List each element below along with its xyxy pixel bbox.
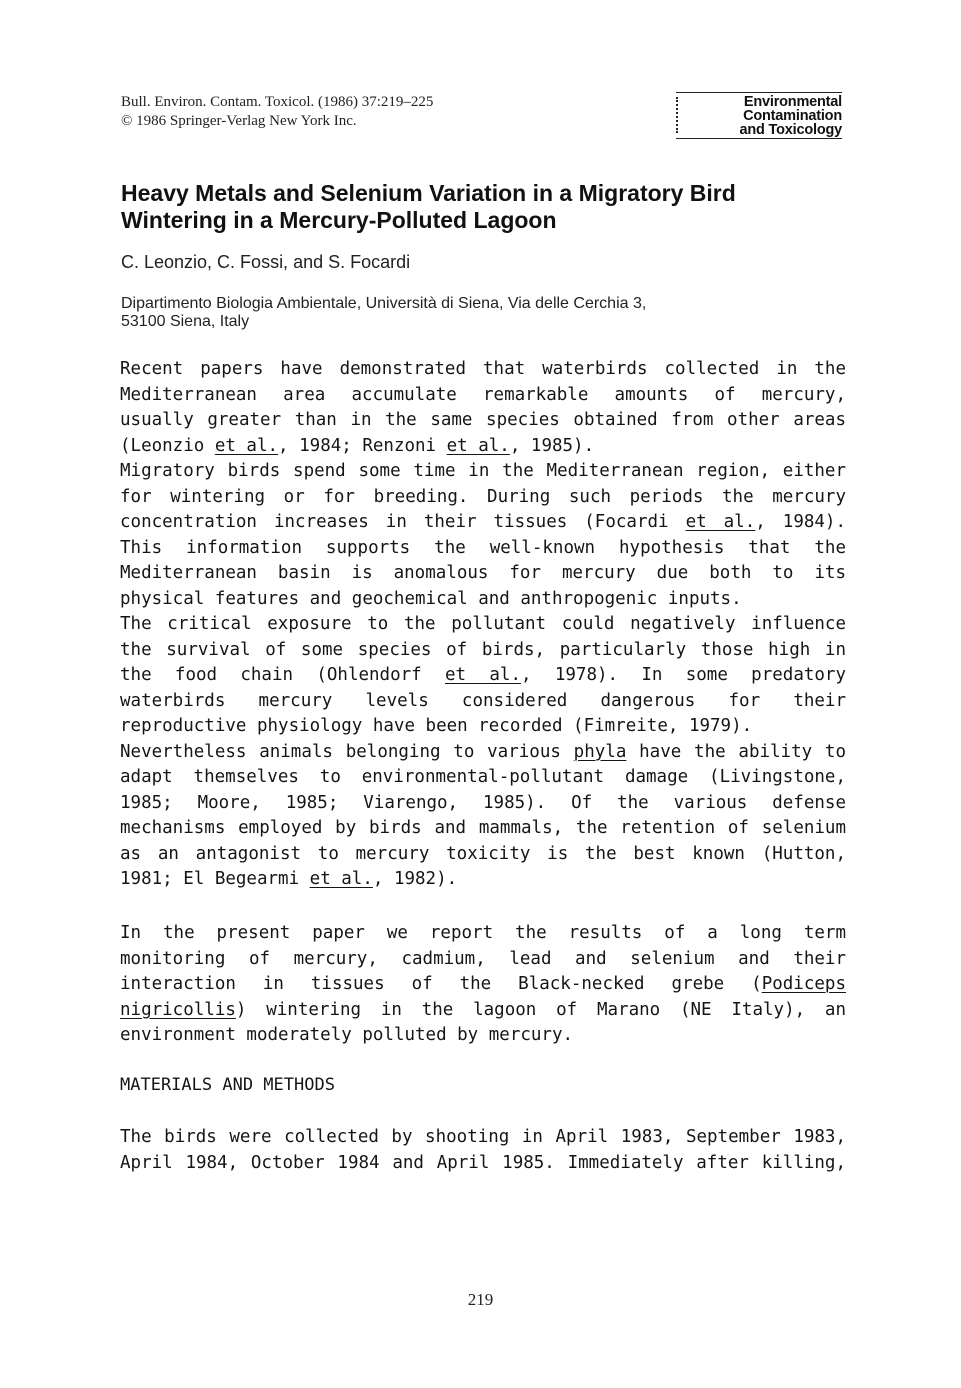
text-run: ) wintering in the lagoon of Marano (NE Italy), an	[235, 999, 846, 1020]
text-line	[120, 663, 846, 689]
text-run: monitoring of mercury, cadmium, lead and selenium and their	[120, 948, 846, 969]
text-line	[120, 485, 846, 511]
text-line	[120, 791, 846, 817]
text-line	[120, 357, 846, 383]
logo-sidebar-mark	[676, 97, 681, 133]
text-line	[120, 561, 846, 587]
affiliation	[121, 295, 646, 331]
text-line	[120, 638, 846, 664]
section-heading-materials-methods: MATERIALS AND METHODS	[120, 1075, 335, 1095]
text-line	[120, 714, 846, 740]
underlined-text: et al.	[214, 435, 279, 456]
text-run: Migratory birds spend some time in the Mediterranean region, either	[120, 461, 846, 481]
underlined-text: et al.	[309, 869, 373, 889]
text-run: 1981; El Begearmi	[120, 869, 310, 889]
text-line	[120, 1125, 846, 1151]
intro-paragraphs	[120, 357, 846, 893]
methods-paragraph	[120, 1125, 846, 1176]
text-line	[120, 510, 846, 536]
copyright-notice: © 1986 Springer-Verlag New York Inc.	[121, 113, 357, 129]
text-run: waterbirds mercury levels considered dangerous for their	[120, 690, 846, 711]
text-run: usually greater than in the same species obtained from other areas	[120, 410, 846, 430]
journal-logo	[676, 92, 842, 139]
text-run: mechanisms employed by birds and mammals, the retention of selenium	[120, 818, 846, 838]
underlined-text: phyla	[573, 741, 627, 762]
text-run: , 1982).	[372, 869, 458, 889]
text-run: , 1985).	[509, 435, 595, 456]
article-title	[121, 180, 841, 234]
text-run: as an antagonist to mercury toxicity is the best known (Hutton,	[120, 843, 846, 864]
text-line	[120, 383, 846, 409]
text-run: concentration increases in their tissues (Focardi	[120, 512, 686, 532]
text-run: physical features and geochemical and anthropogenic inputs.	[120, 588, 742, 609]
text-run: , 1978). In some predatory	[521, 665, 847, 685]
text-line	[120, 842, 846, 868]
text-line	[120, 972, 846, 998]
text-run: have the ability to	[626, 741, 847, 762]
text-run: Nevertheless animals belonging to various	[120, 741, 574, 762]
text-run: Mediterranean basin is anomalous for mercury due both to its	[120, 563, 846, 583]
text-line	[120, 1151, 846, 1177]
journal-logo-line: Contamination	[743, 108, 842, 124]
text-line	[120, 1023, 846, 1049]
text-run: Mediterranean area accumulate remarkable amounts of mercury,	[120, 384, 846, 405]
text-run: the survival of some species of birds, particularly those high in	[120, 639, 846, 660]
text-run: adapt themselves to environmental-pollutant damage (Livingstone,	[120, 767, 846, 787]
text-run: April 1984, October 1984 and April 1985. Immediately after killing,	[120, 1152, 846, 1173]
citation-header	[121, 93, 433, 131]
underlined-text: et al.	[685, 512, 756, 532]
text-line	[120, 459, 846, 485]
text-line	[120, 536, 846, 562]
underlined-text: et al.	[445, 665, 521, 685]
text-run: In the present paper we report the results of a long term	[120, 923, 846, 943]
underlined-text: et al.	[446, 435, 510, 456]
text-line	[120, 408, 846, 434]
text-line	[120, 689, 846, 715]
text-run: Recent papers have demonstrated that waterbirds collected in the	[120, 359, 846, 379]
text-run: the food chain (Ohlendorf	[120, 665, 446, 685]
text-line	[120, 434, 846, 460]
affiliation-line: 53100 Siena, Italy	[121, 313, 250, 330]
text-line	[120, 998, 846, 1024]
text-run: interaction in tissues of the Black-necked grebe (	[120, 974, 762, 994]
text-run: reproductive physiology have been recorded (Fimreite, 1979).	[120, 716, 753, 736]
text-line	[120, 921, 846, 947]
journal-logo-line: Environmental	[743, 94, 842, 110]
text-run: , 1984).	[755, 512, 846, 532]
text-run: The birds were collected by shooting in April 1983, September 1983,	[120, 1127, 846, 1147]
affiliation-line: Dipartimento Biologia Ambientale, Università di Siena, Via delle Cerchia 3,	[121, 295, 647, 312]
title-line: Heavy Metals and Selenium Variation in a Migratory Bird	[121, 180, 736, 206]
text-line	[120, 740, 846, 766]
text-run: environment moderately polluted by mercury.	[120, 1025, 574, 1045]
text-line	[120, 587, 846, 613]
underlined-text: Podiceps	[761, 974, 846, 994]
underlined-text: nigricollis	[120, 999, 236, 1020]
journal-logo-line: and Toxicology	[739, 122, 842, 138]
page-number: 219	[467, 1290, 494, 1309]
title-line: Wintering in a Mercury-Polluted Lagoon	[121, 207, 557, 233]
present-paper-paragraph	[120, 921, 846, 1049]
text-run: This information supports the well-known hypothesis that the	[120, 537, 846, 558]
text-line	[120, 947, 846, 973]
text-line	[120, 816, 846, 842]
text-run: (Leonzio	[120, 435, 215, 456]
text-run: The critical exposure to the pollutant could negatively influence	[120, 614, 846, 634]
text-run: , 1984; Renzoni	[278, 435, 447, 456]
journal-citation: Bull. Environ. Contam. Toxicol. (1986) 37:219–225	[121, 94, 434, 110]
text-line	[120, 612, 846, 638]
author-list: C. Leonzio, C. Fossi, and S. Focardi	[121, 252, 411, 272]
text-run: 1985; Moore, 1985; Viarengo, 1985). Of the various defense	[120, 792, 846, 813]
text-line	[120, 867, 846, 893]
text-line	[120, 765, 846, 791]
text-run: for wintering or for breeding. During such periods the mercury	[120, 486, 846, 507]
